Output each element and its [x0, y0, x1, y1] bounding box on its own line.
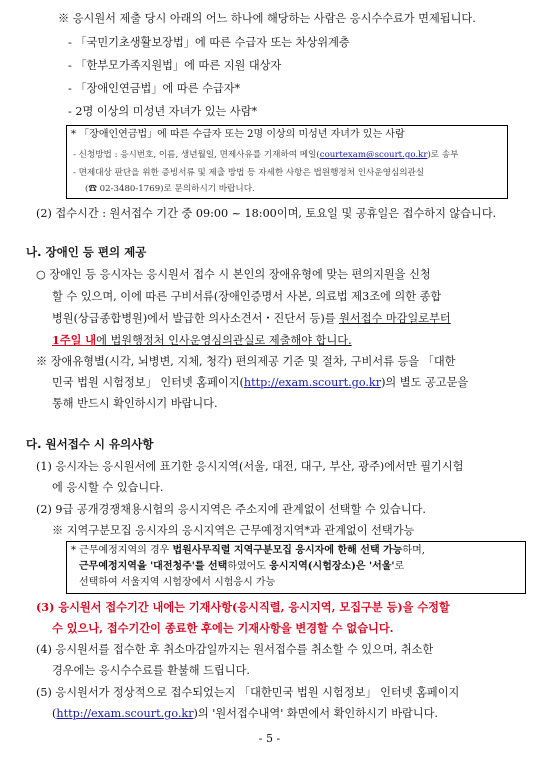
underlined-deadline: 원서접수 마감일로부터 — [339, 312, 451, 325]
fee-exemption-note: ※ 응시원서 제출 당시 아래의 어느 하나에 해당하는 사람은 응시수수료가 면제됩니다. — [58, 12, 476, 25]
region-box-line — [79, 560, 404, 574]
text-segment: )의 별도 공고문을 — [381, 376, 469, 389]
email-link[interactable]: courtexam@scourt.go.kr — [319, 150, 428, 160]
reception-hours: (2) 접수시간 : 원서접수 기간 중 09:00 ~ 18:00이며, 토요일 및 공휴일은 접수하지 않습니다. — [36, 207, 497, 220]
text-segment: 병원(상급종합병원)에서 발급한 의사소견서・진단서 등)를 — [52, 312, 340, 325]
bold-segment: 응시지역(시험장소)은 '서울' — [269, 561, 395, 572]
caution-item — [52, 707, 438, 721]
caution-item: (1) 응시자는 응시원서에 표기한 응시지역(서울, 대전, 대구, 부산, 광주)에서만 필기시험 — [36, 460, 464, 473]
exam-site-link[interactable]: http://exam.scourt.go.kr — [243, 376, 382, 389]
section-heading-na: 나. 장애인 등 편의 제공 — [26, 245, 147, 259]
accommodation-note: 통해 반드시 확인하시기 바랍니다. — [52, 397, 218, 410]
method-suffix: )로 송부 — [427, 150, 459, 160]
accommodation-text: ○ 장애인 등 응시자는 응시원서 접수 시 본인의 장애유형에 맞는 편의지원을 신청 — [36, 268, 431, 281]
caution-item: (2) 9급 공개경쟁채용시험의 응시지역은 주소지에 관계없이 선택할 수 있습니다. — [36, 503, 426, 516]
region-box-line: 선택하여 서울지역 시험장에서 시험응시 가능 — [79, 577, 276, 588]
text-segment: 민국 법원 시험정보」 인터넷 홈페이지( — [52, 376, 244, 389]
region-box-line — [71, 544, 425, 558]
accommodation-note: ※ 장애유형별(시각, 뇌병변, 지체, 청각) 편의제공 기준 및 절차, 구비서류 등을 「대한 — [36, 355, 456, 368]
fee-item: - 2명 이상의 미성년 자녀가 있는 사람* — [68, 105, 258, 118]
accommodation-text — [52, 312, 451, 326]
caution-item-red: (3) 응시원서 접수기간 내에는 기재사항(응시직렬, 응시지역, 모집구분 등)을 수정할 — [36, 600, 450, 614]
text-segment: 하며, — [402, 545, 425, 556]
page-number: - 5 - — [258, 732, 281, 745]
fee-box-title: * 「장애인연금법」에 따른 수급자 또는 2명 이상의 미성년 자녀가 있는 사람 — [71, 129, 405, 140]
accommodation-text — [52, 333, 352, 348]
fee-item: - 「한부모가족지원법」에 따른 지원 대상자 — [68, 59, 282, 72]
fee-box-method — [73, 148, 458, 162]
text-segment: 로 — [394, 561, 405, 572]
red-deadline: 1주일 내 — [52, 333, 97, 347]
caution-item: 경우에는 응시수수료를 환불해 드립니다. — [52, 664, 250, 677]
caution-item: (5) 응시원서가 정상적으로 접수되었는지 「대한민국 법원 시험정보」 인터넷 홈페이지 — [36, 686, 460, 699]
bold-segment: 근무예정지역을 '대전청주'를 선택 — [79, 561, 228, 572]
exam-site-link[interactable]: http://exam.scourt.go.kr — [56, 707, 194, 720]
bold-segment: 법원사무직렬 지역구분모집 응시자에 한해 선택 가능 — [172, 545, 403, 556]
fee-box-detail: - 면제대상 판단을 위한 증빙서류 및 제출 방법 등 자세한 사항은 법원행정처 인사운영심의관실 — [73, 168, 425, 178]
fee-box-phone: (☎ 02-3480-1769)로 문의하시기 바랍니다. — [85, 184, 255, 194]
accommodation-text: 할 수 있으며, 이에 따른 구비서류(장애인증명서 사본, 의료법 제3조에 의한 종합 — [52, 290, 442, 303]
accommodation-note — [52, 376, 468, 390]
caution-item: (4) 응시원서를 접수한 후 취소마감일까지는 원서접수를 취소할 수 있으며, 취소한 — [36, 643, 434, 656]
section-heading-da: 다. 원서접수 시 유의사항 — [26, 437, 154, 451]
method-text: - 신청방법 : 응시번호, 이름, 생년월일, 면제사유를 기재하여 메일( — [73, 150, 320, 160]
caution-note: ※ 지역구분모집 응시자의 응시지역은 근무예정지역*과 관계없이 선택가능 — [52, 524, 415, 537]
text-segment: 하였어도 — [227, 561, 270, 572]
fee-item: - 「장애인연금법」에 따른 수급자* — [68, 82, 241, 95]
text-segment: * 근무예정지역의 경우 — [71, 545, 173, 556]
fee-item: - 「국민기초생활보장법」에 따른 수급자 또는 차상위계층 — [68, 36, 350, 49]
text-segment: ( — [52, 707, 57, 720]
region-info-box — [66, 541, 526, 594]
text-segment: )의 '원서접수내역' 화면에서 확인하시기 바랍니다. — [193, 707, 438, 720]
caution-item: 에 응시할 수 있습니다. — [52, 481, 164, 494]
fee-info-box — [66, 125, 508, 199]
caution-item-red: 수 있으나, 접수기간이 종료한 후에는 기재사항을 변경할 수 없습니다. — [52, 621, 394, 635]
underlined-submit: 에 법원행정처 인사운영심의관실로 제출해야 합니다. — [96, 334, 352, 347]
